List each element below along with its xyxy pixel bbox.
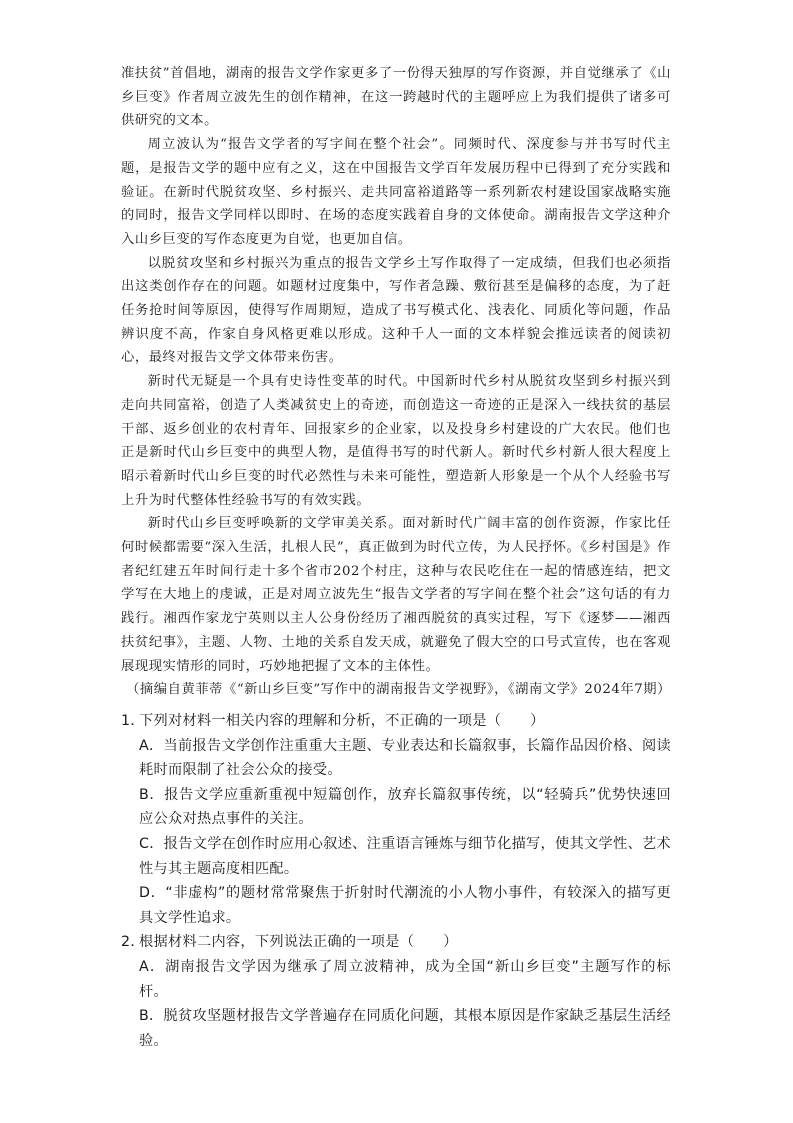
question-list [121, 709, 671, 1053]
passage-paragraph: 新时代山乡巨变呼唤新的文学审美关系。面对新时代广阔丰富的创作资源，作家比任何时候都需要“深入生活，扎根人民”，真正做到为时代立传，为人民抒怀。《乡村国是》作者纪红建五年时间行走十多个省市202个村庄，这种与农民吃住在一起的情感连结，把文学写在大地上的虔诚，正是对周立波先生“报告文学者的写字间在整个社会”这句话的有力践行。湘西作家龙宁英则以主人公身份经历了湘西脱贫的真实过程，写下《逐梦——湘西扶贫纪事》，主题、人物、土地的关系自发天成，就避免了假大空的口号式宣传，也在客观展现现实情形的同时，巧妙地把握了文本的主体性。 [121, 516, 671, 674]
answer-option[interactable]: B．报告文学应重新重视中短篇创作，放弃长篇叙事传统，以“轻骑兵”优势快速回应公众对热点事件的关注。 [139, 786, 671, 828]
answer-option[interactable]: A．湖南报告文学因为继承了周立波精神，成为全国“新山乡巨变”主题写作的标杆。 [139, 958, 671, 1000]
question-stem [121, 709, 671, 734]
answer-option[interactable]: C．报告文学在创作时应用心叙述、注重语言锤炼与细节化描写，使其文学性、艺术性与其主题高度相匹配。 [139, 835, 671, 877]
question-number: 2． [121, 934, 145, 951]
question-stem [121, 930, 671, 955]
passage-paragraph: 以脱贫攻坚和乡村振兴为重点的报告文学乡土写作取得了一定成绩，但我们也必须指出这类创作存在的问题。如题材过度集中，写作者急躁、敷衍甚至是偏移的态度，为了赶任务抢时间等原因，使得写作周期短，造成了书写模式化、浅表化、同质化等问题，作品辨识度不高，作家自身风格更难以形成。这种千人一面的文本样貌会推远读者的阅读初心，最终对报告文学文体带来伤害。 [121, 255, 671, 366]
question-text: 下列对材料一相关内容的理解和分析，不正确的一项是（ ） [139, 712, 545, 729]
reading-passage [121, 62, 671, 702]
passage-paragraph: 新时代无疑是一个具有史诗性变革的时代。中国新时代乡村从脱贫攻坚到乡村振兴到走向共同富裕，创造了人类减贫史上的奇迹，而创造这一奇迹的正是深入一线扶贫的基层干部、返乡创业的农村青年、回报家乡的企业家，以及投身乡村建设的广大农民。他们也正是新时代山乡巨变中的典型人物，是值得书写的时代新人。新时代乡村新人很大程度上昭示着新时代山乡巨变的时代必然性与未来可能性，塑造新人形象是一个从个人经验书写上升为时代整体性经验书写的有效实践。 [121, 374, 671, 508]
answer-option[interactable]: D．“非虚构”的题材常常聚焦于折射时代潮流的小人物小事件，有较深入的描写更具文学性追求。 [139, 885, 671, 926]
question-item [121, 930, 671, 1053]
question-number: 1． [121, 712, 145, 729]
exam-page [121, 62, 671, 1053]
passage-source-citation: （摘编自黄菲蒂《“新山乡巨变”写作中的湖南报告文学视野》，《湖南文学》2024年7期） [126, 682, 671, 698]
passage-paragraph: 周立波认为“报告文学者的写字间在整个社会”。同频时代、深度参与并书写时代主题，是报告文学的题中应有之义，这在中国报告文学百年发展历程中已得到了充分实践和验证。在新时代脱贫攻坚、乡村振兴、走共同富裕道路等一系列新农村建设国家战略实施的同时，报告文学同样以即时、在场的态度实践着自身的文体使命。湖南报告文学这种介入山乡巨变的写作态度更为自觉，也更加自信。 [121, 137, 671, 247]
question-item [121, 709, 671, 930]
answer-option[interactable]: B．脱贫攻坚题材报告文学普遍存在同质化问题，其根本原因是作家缺乏基层生活经验。 [139, 1008, 671, 1049]
passage-paragraph: 准扶贫”首倡地，湖南的报告文学作家更多了一份得天独厚的写作资源，并自觉继承了《山乡巨变》作者周立波先生的创作精神，在这一跨越时代的主题呼应上为我们提供了诸多可供研究的文本。 [121, 66, 671, 129]
question-text: 根据材料二内容，下列说法正确的一项是（ ） [139, 934, 458, 951]
answer-option[interactable]: A．当前报告文学创作注重重大主题、专业表达和长篇叙事，长篇作品因价格、阅读耗时而限制了社会公众的接受。 [139, 737, 671, 779]
